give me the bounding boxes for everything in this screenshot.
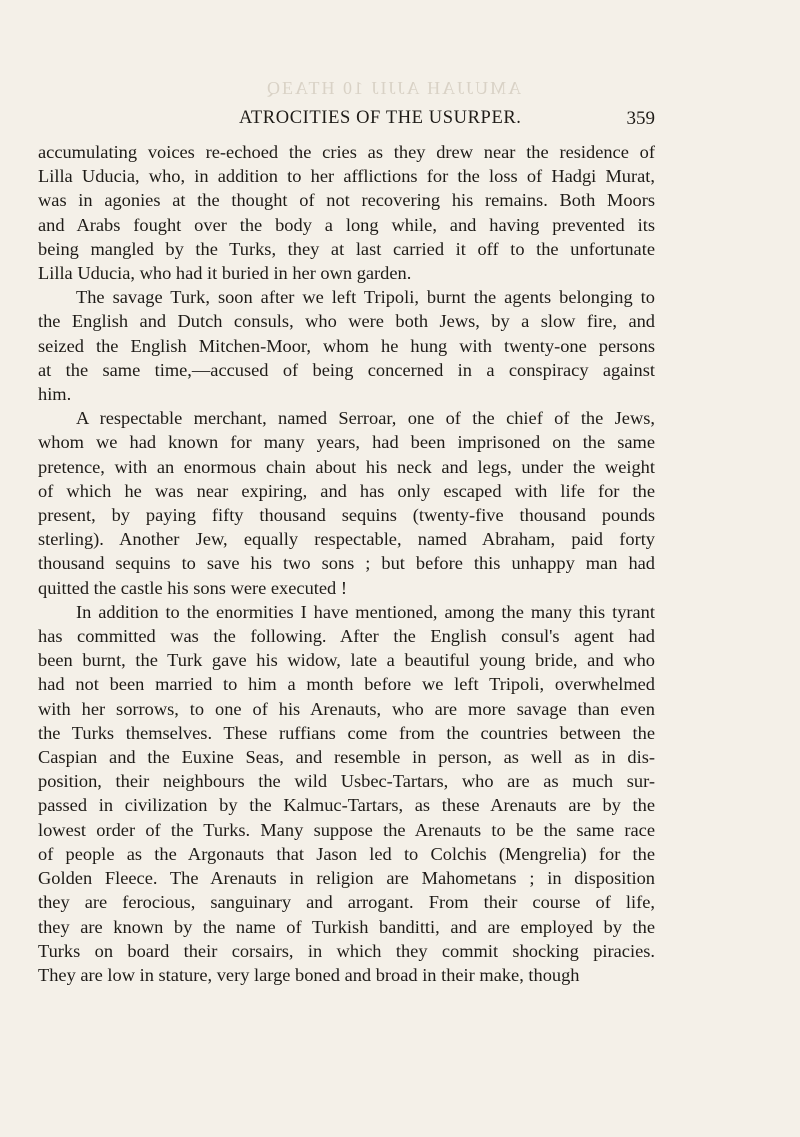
text-line: whom we had known for many years, had been imprisoned on the same xyxy=(38,432,655,453)
text-line: The savage Turk, soon after we left Tripoli, burnt the agents belonging to xyxy=(76,287,655,308)
text-line: A respectable merchant, named Serroar, one of the chief of the Jews, xyxy=(76,408,655,429)
text-line: pretence, with an enormous chain about his neck and legs, under the weight xyxy=(38,456,655,477)
text-line: Turks on board their corsairs, in which they commit shocking piracies. xyxy=(38,940,655,961)
text-line: In addition to the enormities I have mentioned, among the many this tyrant xyxy=(76,601,655,622)
text-line: been burnt, the Turk gave his widow, late a beautiful young bride, and who xyxy=(38,650,655,671)
text-line: being mangled by the Turks, they at last carried it off to the unfortunate xyxy=(38,238,655,259)
running-head xyxy=(38,108,655,136)
text-line: has committed was the following. After the English consul's agent had xyxy=(38,626,655,647)
text-line: had not been married to him a month before we left Tripoli, overwhelmed xyxy=(38,674,655,695)
text-line: they are known by the name of Turkish banditti, and are employed by the xyxy=(38,916,655,937)
text-line: thousand sequins to save his two sons ; but before this unhappy man had xyxy=(38,553,655,574)
text-line: passed in civilization by the Kalmuc-Tartars, as these Arenauts are by the xyxy=(38,795,655,816)
page-number: 359 xyxy=(626,108,655,129)
text-line: of people as the Argonauts that Jason led to Colchis (Mengrelia) for the xyxy=(38,843,655,864)
text-line: They are low in stature, very large boned and broad in their make, though xyxy=(38,964,580,985)
text-line: at the same time,—accused of being concerned in a conspiracy against xyxy=(38,359,655,380)
paragraph xyxy=(38,285,655,406)
text-line: Golden Fleece. The Arenauts in religion are Mahometans ; in disposition xyxy=(38,868,655,889)
text-line: seized the English Mitchen-Moor, whom he hung with twenty-one persons xyxy=(38,335,655,356)
paragraph xyxy=(38,600,655,987)
text-line: Lilla Uducia, who, in addition to her afflictions for the loss of Hadgi Murat, xyxy=(38,166,655,187)
show-through-text: AMUJJAH AJJIJ 10 HTAƎQ xyxy=(265,78,522,98)
text-line: was in agonies at the thought of not recovering his remains. Both Moors xyxy=(38,190,655,211)
text-line: him. xyxy=(38,384,72,405)
text-line: the Turks themselves. These ruffians come from the countries between the xyxy=(38,722,655,743)
text-line: present, by paying fifty thousand sequins (twenty-five thousand pounds xyxy=(38,505,655,526)
text-line: quitted the castle his sons were executed ! xyxy=(38,577,347,598)
text-line: they are ferocious, sanguinary and arrogant. From their course of life, xyxy=(38,892,655,913)
text-line: and Arabs fought over the body a long while, and having prevented its xyxy=(38,214,655,235)
text-line: of which he was near expiring, and has only escaped with life for the xyxy=(38,480,655,501)
text-line: position, their neighbours the wild Usbec-Tartars, who are as much sur- xyxy=(38,771,655,792)
text-line: Caspian and the Euxine Seas, and resemble in person, as well as in dis- xyxy=(38,747,655,768)
text-line: the English and Dutch consuls, who were both Jews, by a slow fire, and xyxy=(38,311,655,332)
text-line: lowest order of the Turks. Many suppose the Arenauts to be the same race xyxy=(38,819,655,840)
body-text xyxy=(38,140,655,987)
text-line: accumulating voices re-echoed the cries as they drew near the residence of xyxy=(38,142,655,162)
text-line: Lilla Uducia, who had it buried in her own garden. xyxy=(38,263,412,284)
paragraph xyxy=(38,406,655,600)
text-line: sterling). Another Jew, equally respectable, named Abraham, paid forty xyxy=(38,529,655,550)
running-title: ATROCITIES OF THE USURPER. xyxy=(239,108,522,128)
paragraph xyxy=(38,140,655,285)
text-line: with her sorrows, to one of his Arenauts, who are more savage than even xyxy=(38,698,655,719)
